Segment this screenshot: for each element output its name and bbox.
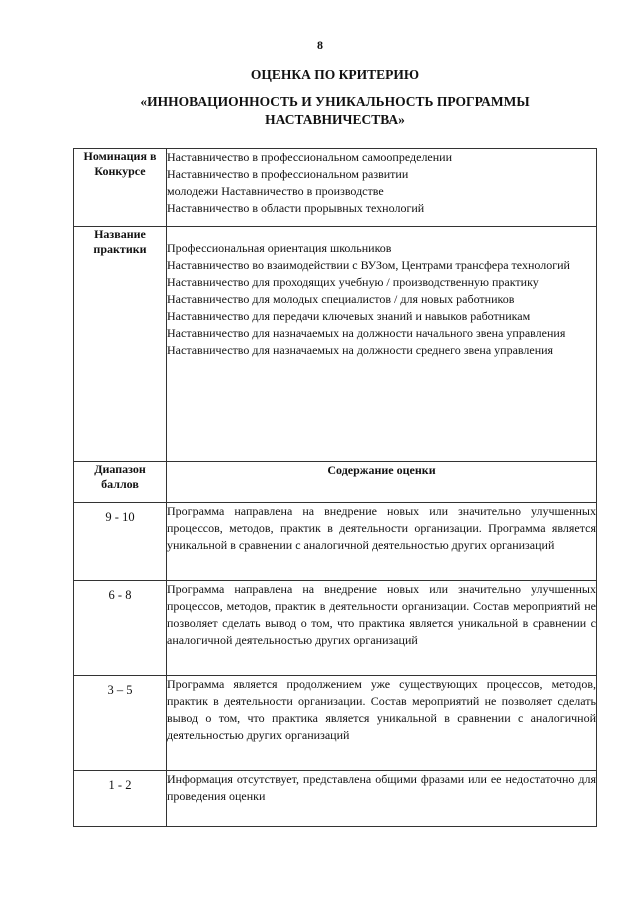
practice-list bbox=[167, 227, 597, 462]
practice-item: Наставничество для молодых специалистов / для новых работников bbox=[167, 292, 515, 306]
nomination-item: Наставничество в профессиональном развитии bbox=[167, 167, 409, 181]
table-header-row bbox=[74, 462, 597, 503]
nomination-item: Наставничество в области прорывных технологий bbox=[167, 201, 425, 215]
practice-item: Наставничество во взаимодействии с ВУЗом, Центрами трансфера технологий bbox=[167, 258, 570, 272]
table-row bbox=[74, 503, 597, 581]
criterion-title: ОЦЕНКА ПО КРИТЕРИЮ bbox=[250, 67, 420, 82]
score-description: Программа является продолжением уже существующих процессов, методов, практик в деятельности организации. Состав мероприятий не позволяет сделать вывод о том, что практика является уникальной в сравнении с аналогичной деятельностью других организаций bbox=[167, 676, 597, 771]
nomination-list bbox=[167, 149, 597, 227]
practice-label: Название практики bbox=[74, 227, 167, 462]
score-range: 3 – 5 bbox=[74, 676, 167, 771]
nomination-label: Номинация в Конкурсе bbox=[74, 149, 167, 227]
score-range: 9 - 10 bbox=[74, 503, 167, 581]
criterion-name: «ИННОВАЦИОННОСТЬ И УНИКАЛЬНОСТЬ ПРОГРАММЫ НАСТАВНИЧЕСТВА» bbox=[140, 94, 530, 127]
table-row-nomination bbox=[74, 149, 597, 227]
nomination-item: Наставничество в профессиональном самоопределении bbox=[167, 150, 453, 164]
page-number: 8 bbox=[317, 38, 323, 52]
nomination-item: молодежи Наставничество в производстве bbox=[167, 184, 384, 198]
table-row-practice bbox=[74, 227, 597, 462]
score-description: Информация отсутствует, представлена общими фразами или ее недостаточно для проведения оценки bbox=[167, 771, 597, 827]
practice-item: Наставничество для передачи ключевых знаний и навыков работникам bbox=[167, 309, 531, 323]
score-description: Программа направлена на внедрение новых или значительно улучшенных процессов, методов, практик в деятельности организации. Состав мероприятий не позволяет сделать вывод о том, что практика является уникальной в сравнении с аналогичной деятельностью других организаций bbox=[167, 581, 597, 676]
table-row bbox=[74, 771, 597, 827]
score-description: Программа направлена на внедрение новых или значительно улучшенных процессов, методов, практик в деятельности организации. Программа является уникальной в сравнении с аналогичной деятельностью других организаций bbox=[167, 503, 597, 581]
range-header: Диапазон баллов bbox=[74, 462, 167, 503]
practice-item: Наставничество для назначаемых на должности начального звена управления bbox=[167, 326, 566, 340]
criteria-table bbox=[73, 148, 597, 827]
table-row bbox=[74, 676, 597, 771]
content-header: Содержание оценки bbox=[167, 462, 597, 503]
practice-item: Наставничество для назначаемых на должности среднего звена управления bbox=[167, 343, 554, 357]
practice-item: Профессиональная ориентация школьников bbox=[167, 241, 392, 255]
score-range: 1 - 2 bbox=[74, 771, 167, 827]
table-row bbox=[74, 581, 597, 676]
score-range: 6 - 8 bbox=[74, 581, 167, 676]
practice-item: Наставничество для проходящих учебную / производственную практику bbox=[167, 275, 539, 289]
